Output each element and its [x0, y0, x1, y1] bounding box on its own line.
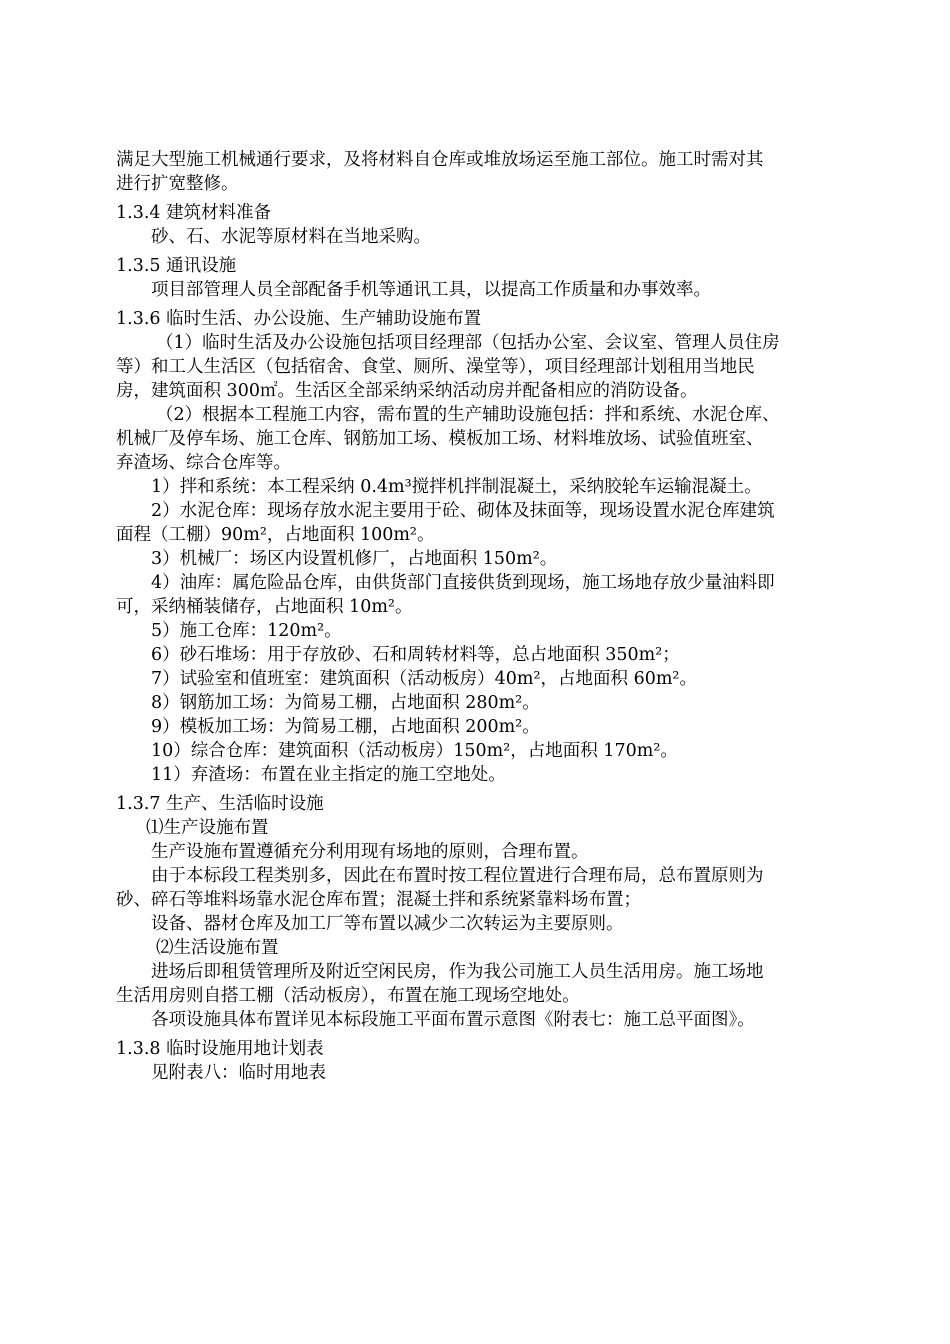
- text-line: 10）综合仓库：建筑面积（活动板房）150m²，占地面积 170m²。: [151, 741, 678, 761]
- document-body: [116, 148, 838, 1085]
- text-line: 9）模板加工场：为简易工棚，占地面积 200m²。: [151, 717, 540, 737]
- section-heading: 1.3.6 临时生活、办公设施、生产辅助设施布置: [116, 309, 482, 329]
- text-line: 7）试验室和值班室：建筑面积（活动板房）40m²，占地面积 60m²。: [151, 669, 697, 689]
- text-line: 进场后即租赁管理所及附近空闲民房，作为我公司施工人员生活用房。施工场地: [151, 962, 764, 982]
- text-line: 弃渣场、综合仓库等。: [116, 453, 291, 473]
- text-line: 见附表八：临时用地表: [151, 1063, 326, 1083]
- text-line: 8）钢筋加工场：为简易工棚，占地面积 280m²。: [151, 693, 540, 713]
- text-line: （1）临时生活及办公设施包括项目经理部（包括办公室、会议室、管理人员住房: [156, 333, 780, 353]
- text-line: 6）砂石堆场：用于存放砂、石和周转材料等，总占地面积 350m²；: [151, 645, 680, 665]
- section-heading: 1.3.7 生产、生活临时设施: [116, 794, 324, 814]
- text-line: 设备、器材仓库及加工厂等布置以减少二次转运为主要原则。: [151, 914, 624, 934]
- text-line: 砂、石、水泥等原材料在当地采购。: [151, 227, 431, 247]
- text-line: 生产设施布置遵循充分利用现有场地的原则，合理布置。: [151, 842, 589, 862]
- text-line: 等）和工人生活区（包括宿舍、食堂、厕所、澡堂等），项目经理部计划租用当地民: [116, 357, 755, 377]
- text-line: 各项设施具体布置详见本标段施工平面布置示意图《附表七：施工总平面图》。: [151, 1010, 755, 1030]
- text-line: 生活用房则自搭工棚（活动板房），布置在施工现场空地处。: [116, 986, 580, 1006]
- text-line: （2）根据本工程施工内容，需布置的生产辅助设施包括：拌和系统、水泥仓库、: [156, 405, 780, 425]
- text-line: 11）弃渣场：布置在业主指定的施工空地处。: [151, 765, 506, 785]
- section-heading: 1.3.4 建筑材料准备: [116, 203, 272, 223]
- section-heading: 1.3.8 临时设施用地计划表: [116, 1039, 324, 1059]
- text-line: 机械厂及停车场、施工仓库、钢筋加工场、模板加工场、材料堆放场、试验值班室、: [116, 429, 764, 449]
- text-line: 5）施工仓库：120m²。: [151, 621, 342, 641]
- text-line: 进行扩宽整修。: [116, 174, 239, 194]
- text-line: 满足大型施工机械通行要求，及将材料自仓库或堆放场运至施工部位。施工时需对其: [116, 150, 764, 170]
- text-line: 3）机械厂：场区内设置机修厂，占地面积 150m²。: [151, 549, 558, 569]
- text-line: 可，采纳桶装储存，占地面积 10m²。: [116, 597, 413, 617]
- text-line: ⑴生产设施布置: [146, 818, 269, 838]
- text-line: 项目部管理人员全部配备手机等通讯工具，以提高工作质量和办事效率。: [151, 280, 711, 300]
- text-line: 由于本标段工程类别多，因此在布置时按工程位置进行合理布局，总布置原则为: [151, 866, 764, 886]
- text-line: 1）拌和系统：本工程采纳 0.4m³搅拌机拌制混凝土，采纳胶轮车运输混凝土。: [151, 477, 762, 497]
- text-line: ⑵生活设施布置: [156, 938, 279, 958]
- text-line: 房，建筑面积 300㎡。生活区全部采纳采纳活动房并配备相应的消防设备。: [116, 381, 698, 401]
- section-heading: 1.3.5 通讯设施: [116, 256, 237, 276]
- text-line: 2）水泥仓库：现场存放水泥主要用于砼、砌体及抹面等，现场设置水泥仓库建筑: [151, 501, 775, 521]
- text-line: 面程（工棚）90m²，占地面积 100m²。: [116, 525, 435, 545]
- text-line: 砂、碎石等堆料场靠水泥仓库布置；混凝土拌和系统紧靠料场布置；: [116, 890, 641, 910]
- text-line: 4）油库：属危险品仓库，由供货部门直接供货到现场，施工场地存放少量油料即: [151, 573, 775, 593]
